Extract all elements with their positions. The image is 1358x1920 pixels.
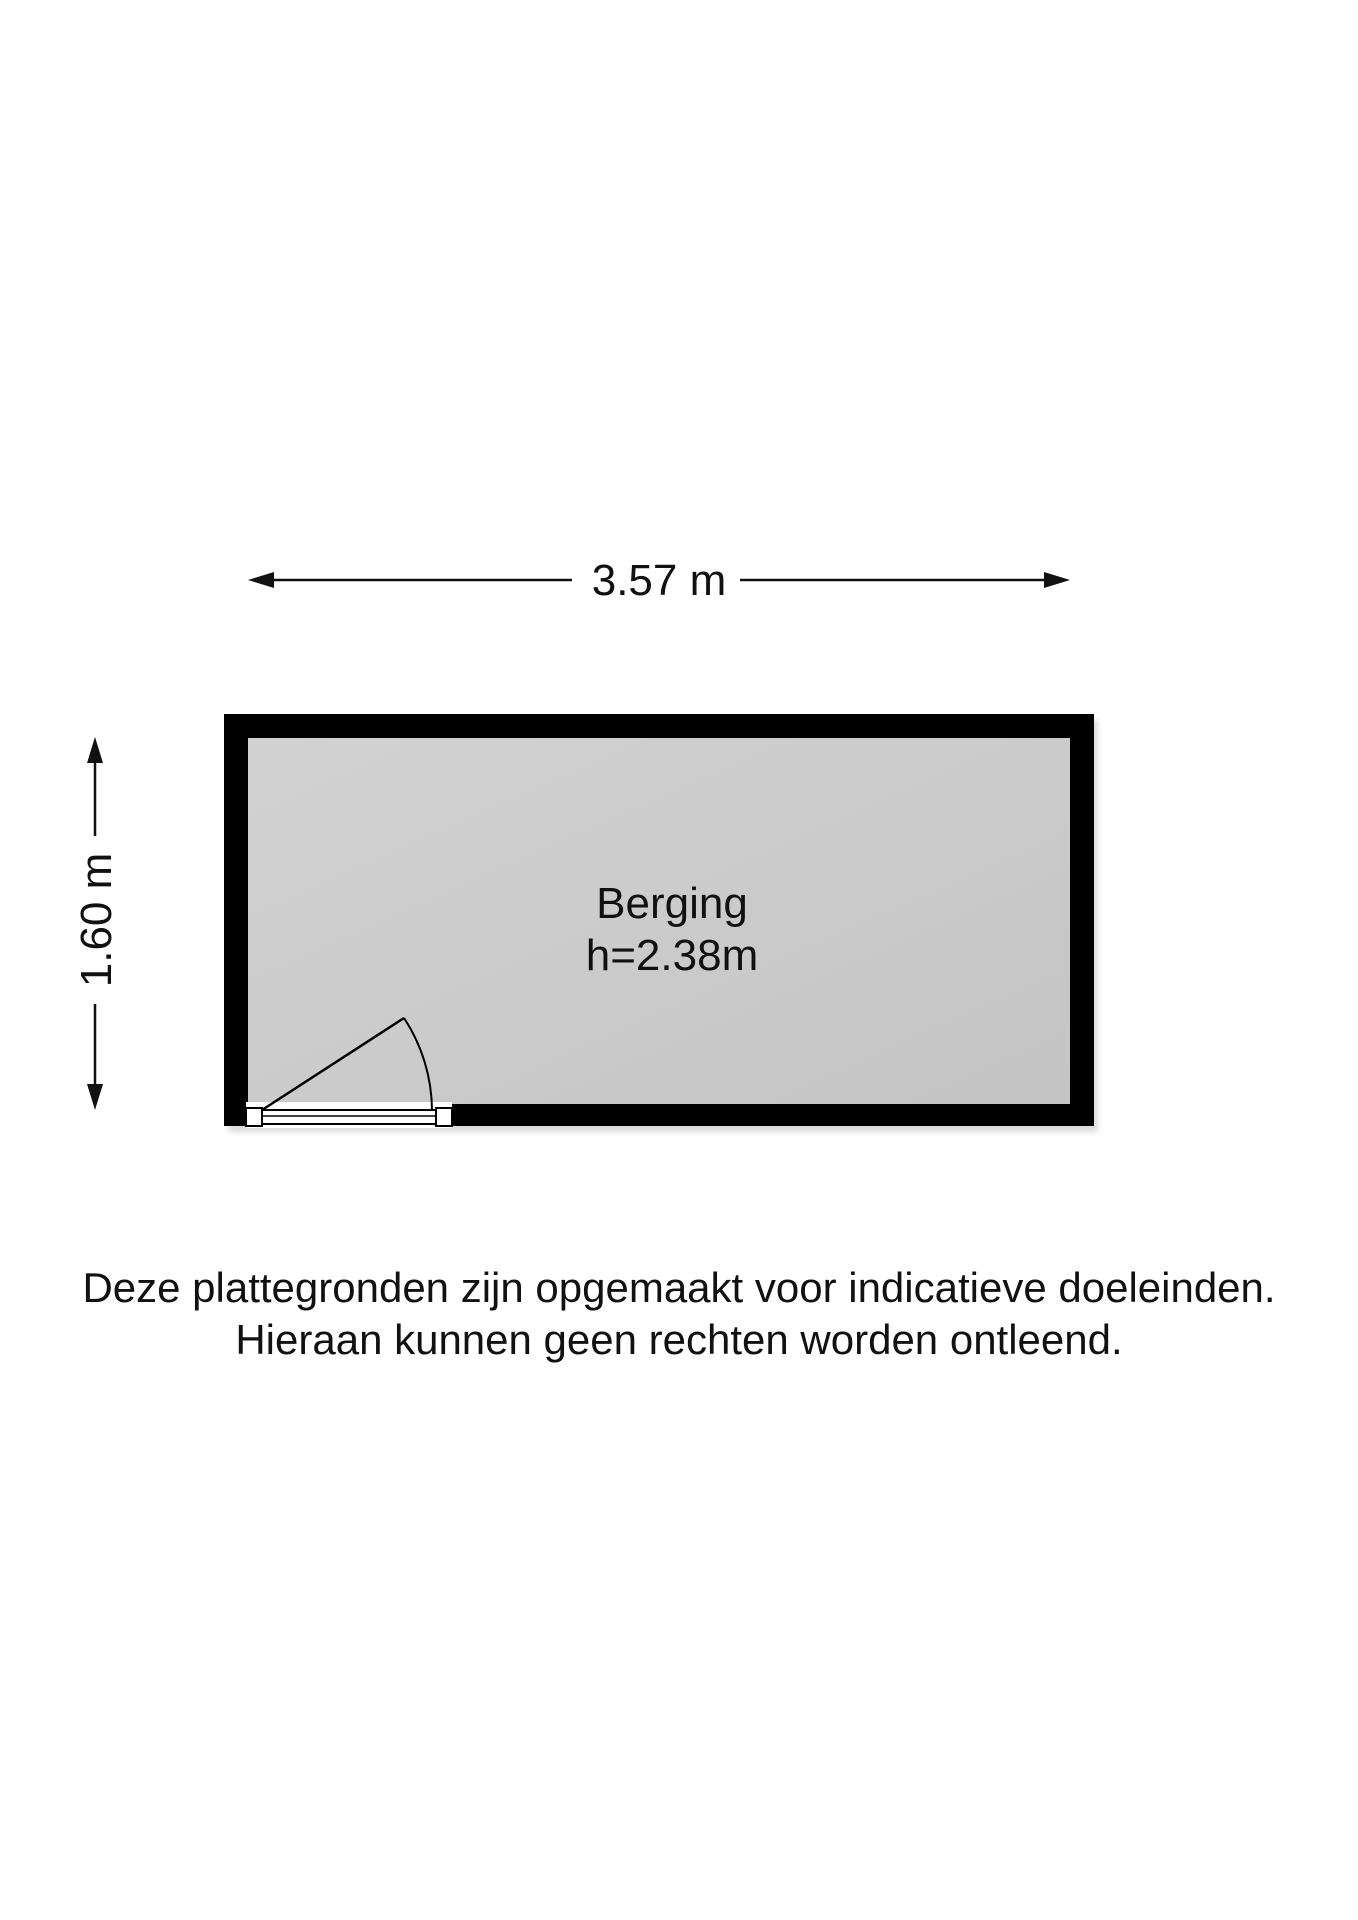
height-dimension	[72, 737, 121, 1110]
door-jamb-left	[246, 1108, 262, 1126]
width-arrow-right	[1044, 572, 1070, 588]
width-arrow-left	[248, 572, 274, 588]
room-height: h=2.38m	[585, 931, 759, 980]
height-label: 1.60 m	[72, 852, 121, 988]
door-jamb-right	[436, 1108, 452, 1126]
width-dimension	[248, 556, 1070, 605]
disclaimer-line-1: Deze plattegronden zijn opgemaakt voor indicatieve doeleinden.	[82, 1264, 1276, 1311]
disclaimer-line-2: Hieraan kunnen geen rechten worden ontleend.	[235, 1316, 1123, 1363]
width-label: 3.57 m	[591, 556, 727, 605]
height-arrow-top	[87, 737, 103, 763]
room-name: Berging	[596, 879, 748, 928]
height-arrow-bottom	[87, 1084, 103, 1110]
disclaimer	[0, 1262, 1358, 1366]
